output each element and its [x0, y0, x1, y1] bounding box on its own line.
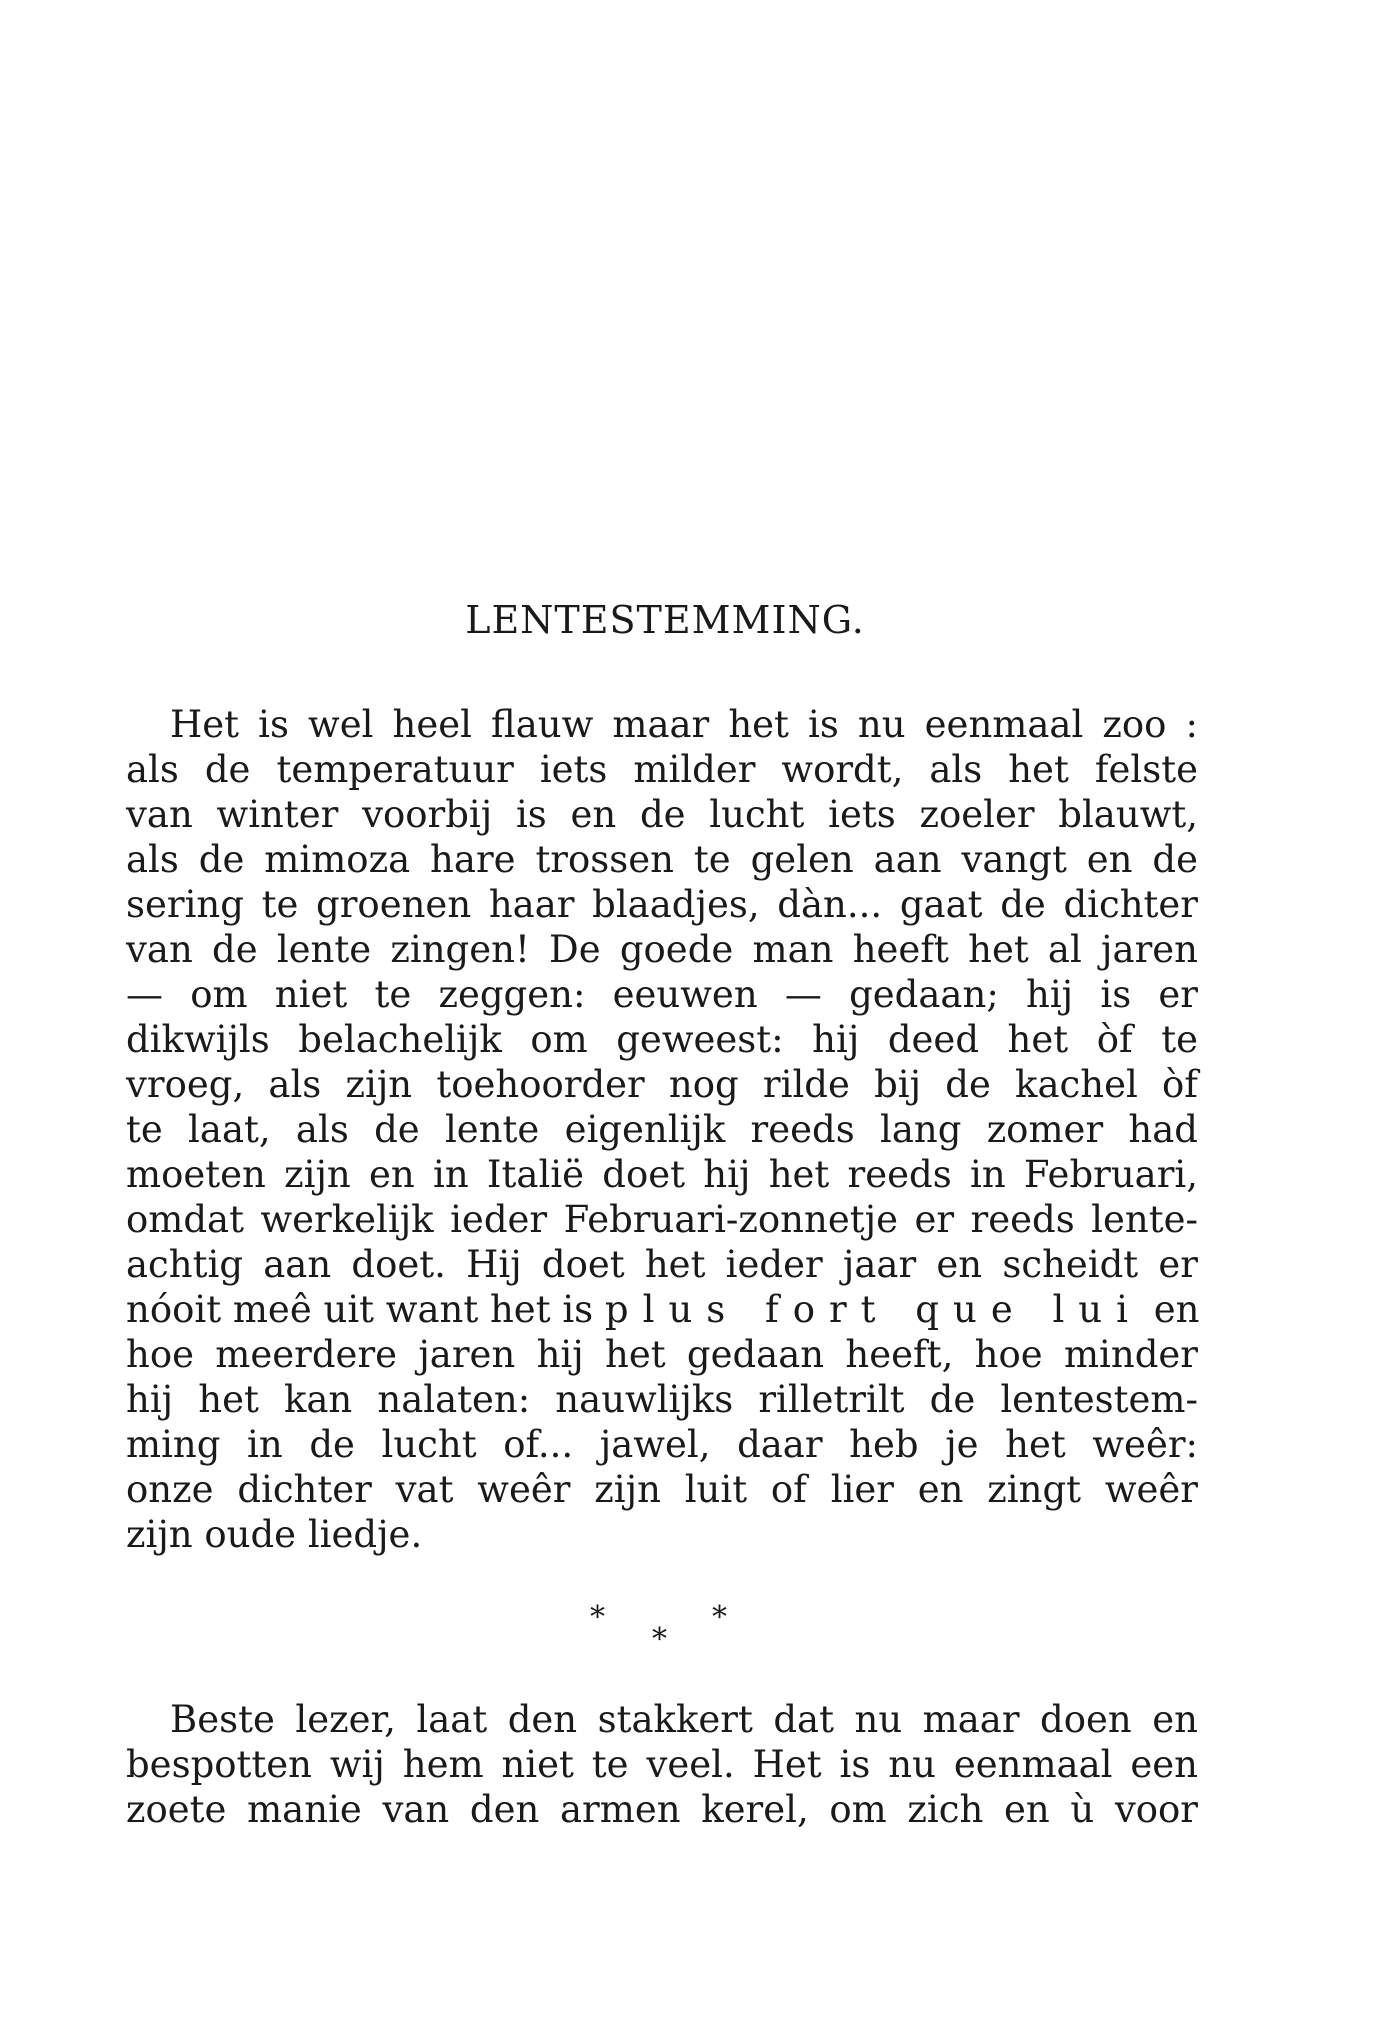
text-line: bespotten wij hem niet te veel. Het is nu eenmaal een — [126, 1743, 1198, 1786]
section-separator — [580, 1600, 750, 1660]
text-segment: en — [1153, 1288, 1200, 1331]
text-line: — om niet te zeggen: eeuwen — gedaan; hij is er — [126, 973, 1198, 1016]
asterisk: * — [590, 1600, 605, 1635]
text-line: van winter voorbij is en de lucht iets zoeler blauwt, — [126, 793, 1198, 836]
text-line-with-spaced-phrase — [126, 1287, 1198, 1332]
spaced-phrase: plus fort que lui — [604, 1288, 1142, 1331]
text-line: ming in de lucht of... jawel, daar heb je het weêr: — [126, 1423, 1198, 1466]
paragraph-2 — [126, 1697, 1198, 1832]
paragraph-1 — [126, 702, 1198, 1557]
text-line: achtig aan doet. Hij doet het ieder jaar en scheidt er — [126, 1243, 1198, 1286]
text-line: te laat, als de lente eigenlijk reeds lang zomer had — [126, 1108, 1198, 1151]
text-line: Het is wel heel flauw maar het is nu eenmaal zoo : — [170, 703, 1198, 746]
text-line: hoe meerdere jaren hij het gedaan heeft, hoe minder — [126, 1333, 1198, 1376]
text-line: als de mimoza hare trossen te gelen aan vangt en de — [126, 838, 1198, 881]
text-line: zoete manie van den armen kerel, om zich en ù voor — [126, 1788, 1198, 1831]
asterisk: * — [712, 1600, 727, 1635]
chapter-title: LENTESTEMMING. — [465, 598, 865, 642]
asterisk: * — [652, 1622, 667, 1657]
text-line: zijn oude liedje. — [126, 1513, 423, 1556]
text-line: omdat werkelijk ieder Februari-zonnetje er reeds lente- — [126, 1198, 1198, 1241]
text-line: onze dichter vat weêr zijn luit of lier en zingt weêr — [126, 1468, 1198, 1511]
text-line: Beste lezer, laat den stakkert dat nu maar doen en — [170, 1698, 1198, 1741]
text-segment: nóoit meê uit want het is — [126, 1288, 594, 1331]
text-line: hij het kan nalaten: nauwlijks rilletrilt de lentestem- — [126, 1378, 1198, 1421]
text-line: dikwijls belachelijk om geweest: hij deed het òf te — [126, 1018, 1198, 1061]
text-line: moeten zijn en in Italië doet hij het reeds in Februari, — [126, 1153, 1198, 1196]
text-line: van de lente zingen! De goede man heeft het al jaren — [126, 928, 1198, 971]
text-line: als de temperatuur iets milder wordt, als het felste — [126, 748, 1198, 791]
text-line: vroeg, als zijn toehoorder nog rilde bij de kachel òf — [126, 1063, 1198, 1106]
text-line: sering te groenen haar blaadjes, dàn... gaat de dichter — [126, 883, 1198, 926]
